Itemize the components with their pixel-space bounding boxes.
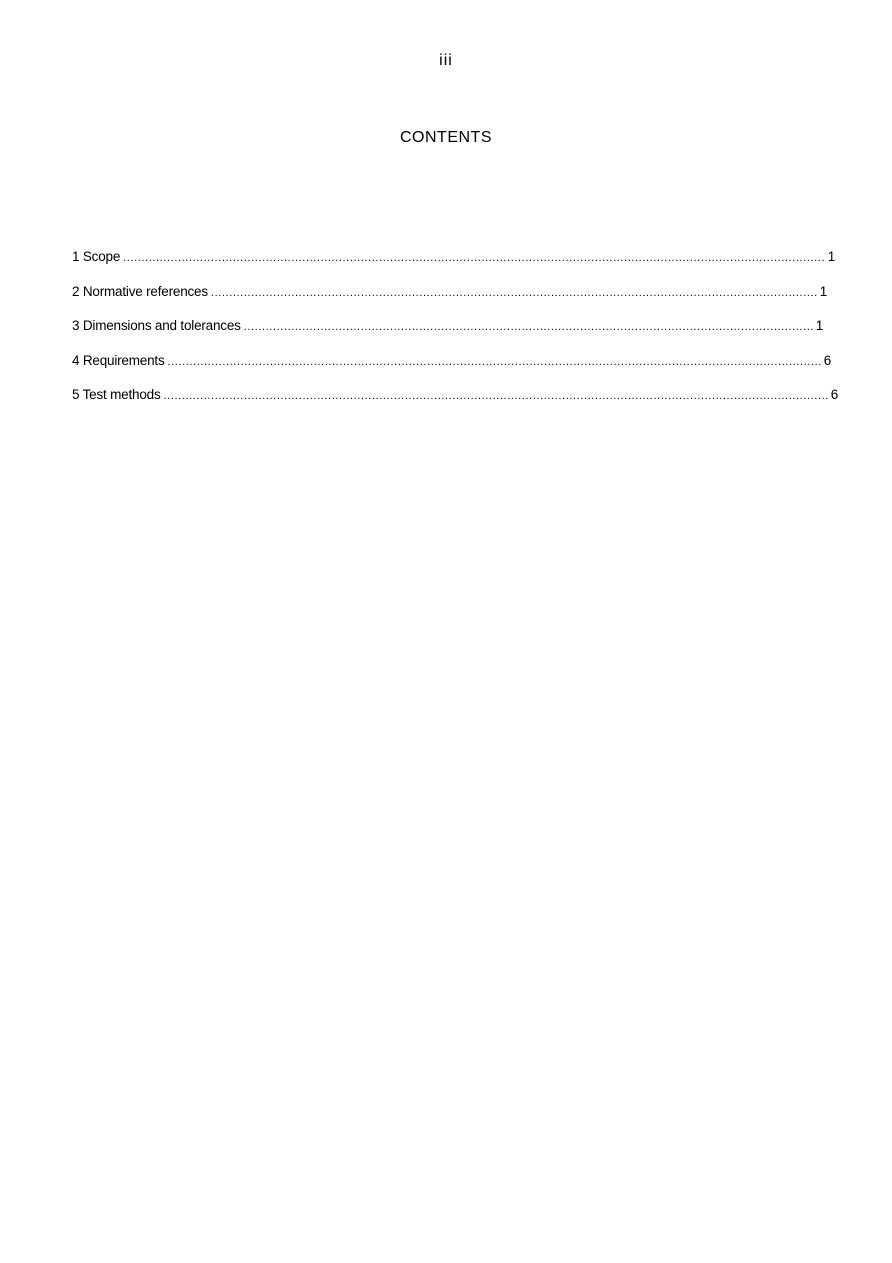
toc-entry-page-number: 1 [819, 283, 827, 299]
toc-entry-page-number: 1 [815, 318, 823, 334]
toc-dot-leader [244, 319, 813, 336]
page-number: iii [439, 52, 453, 69]
toc-dot-leader [164, 388, 828, 405]
toc-dot-leader [123, 250, 825, 267]
toc-dot-leader [211, 285, 817, 302]
toc-entry-label: 3 Dimensions and tolerances [72, 318, 241, 334]
toc-entry-page-number: 6 [823, 352, 831, 368]
toc-entry-label: 5 Test methods [72, 387, 161, 403]
toc-dot-leader [168, 354, 821, 371]
toc-entry-scope[interactable] [72, 248, 835, 283]
toc-entry-page-number: 1 [827, 249, 835, 264]
contents-title: CONTENTS [400, 129, 492, 146]
toc-entry-label: 1 Scope [72, 249, 121, 264]
toc-entry-requirements[interactable] [72, 352, 831, 387]
toc-entry-dimensions-and-tolerances[interactable] [72, 317, 823, 352]
toc-entry-label: 4 Requirements [72, 352, 165, 368]
toc-entry-test-methods[interactable] [72, 386, 838, 421]
table-of-contents [72, 248, 852, 421]
toc-entry-label: 2 Normative references [72, 283, 208, 299]
toc-entry-page-number: 6 [830, 387, 838, 403]
toc-entry-normative-references[interactable] [72, 283, 827, 318]
